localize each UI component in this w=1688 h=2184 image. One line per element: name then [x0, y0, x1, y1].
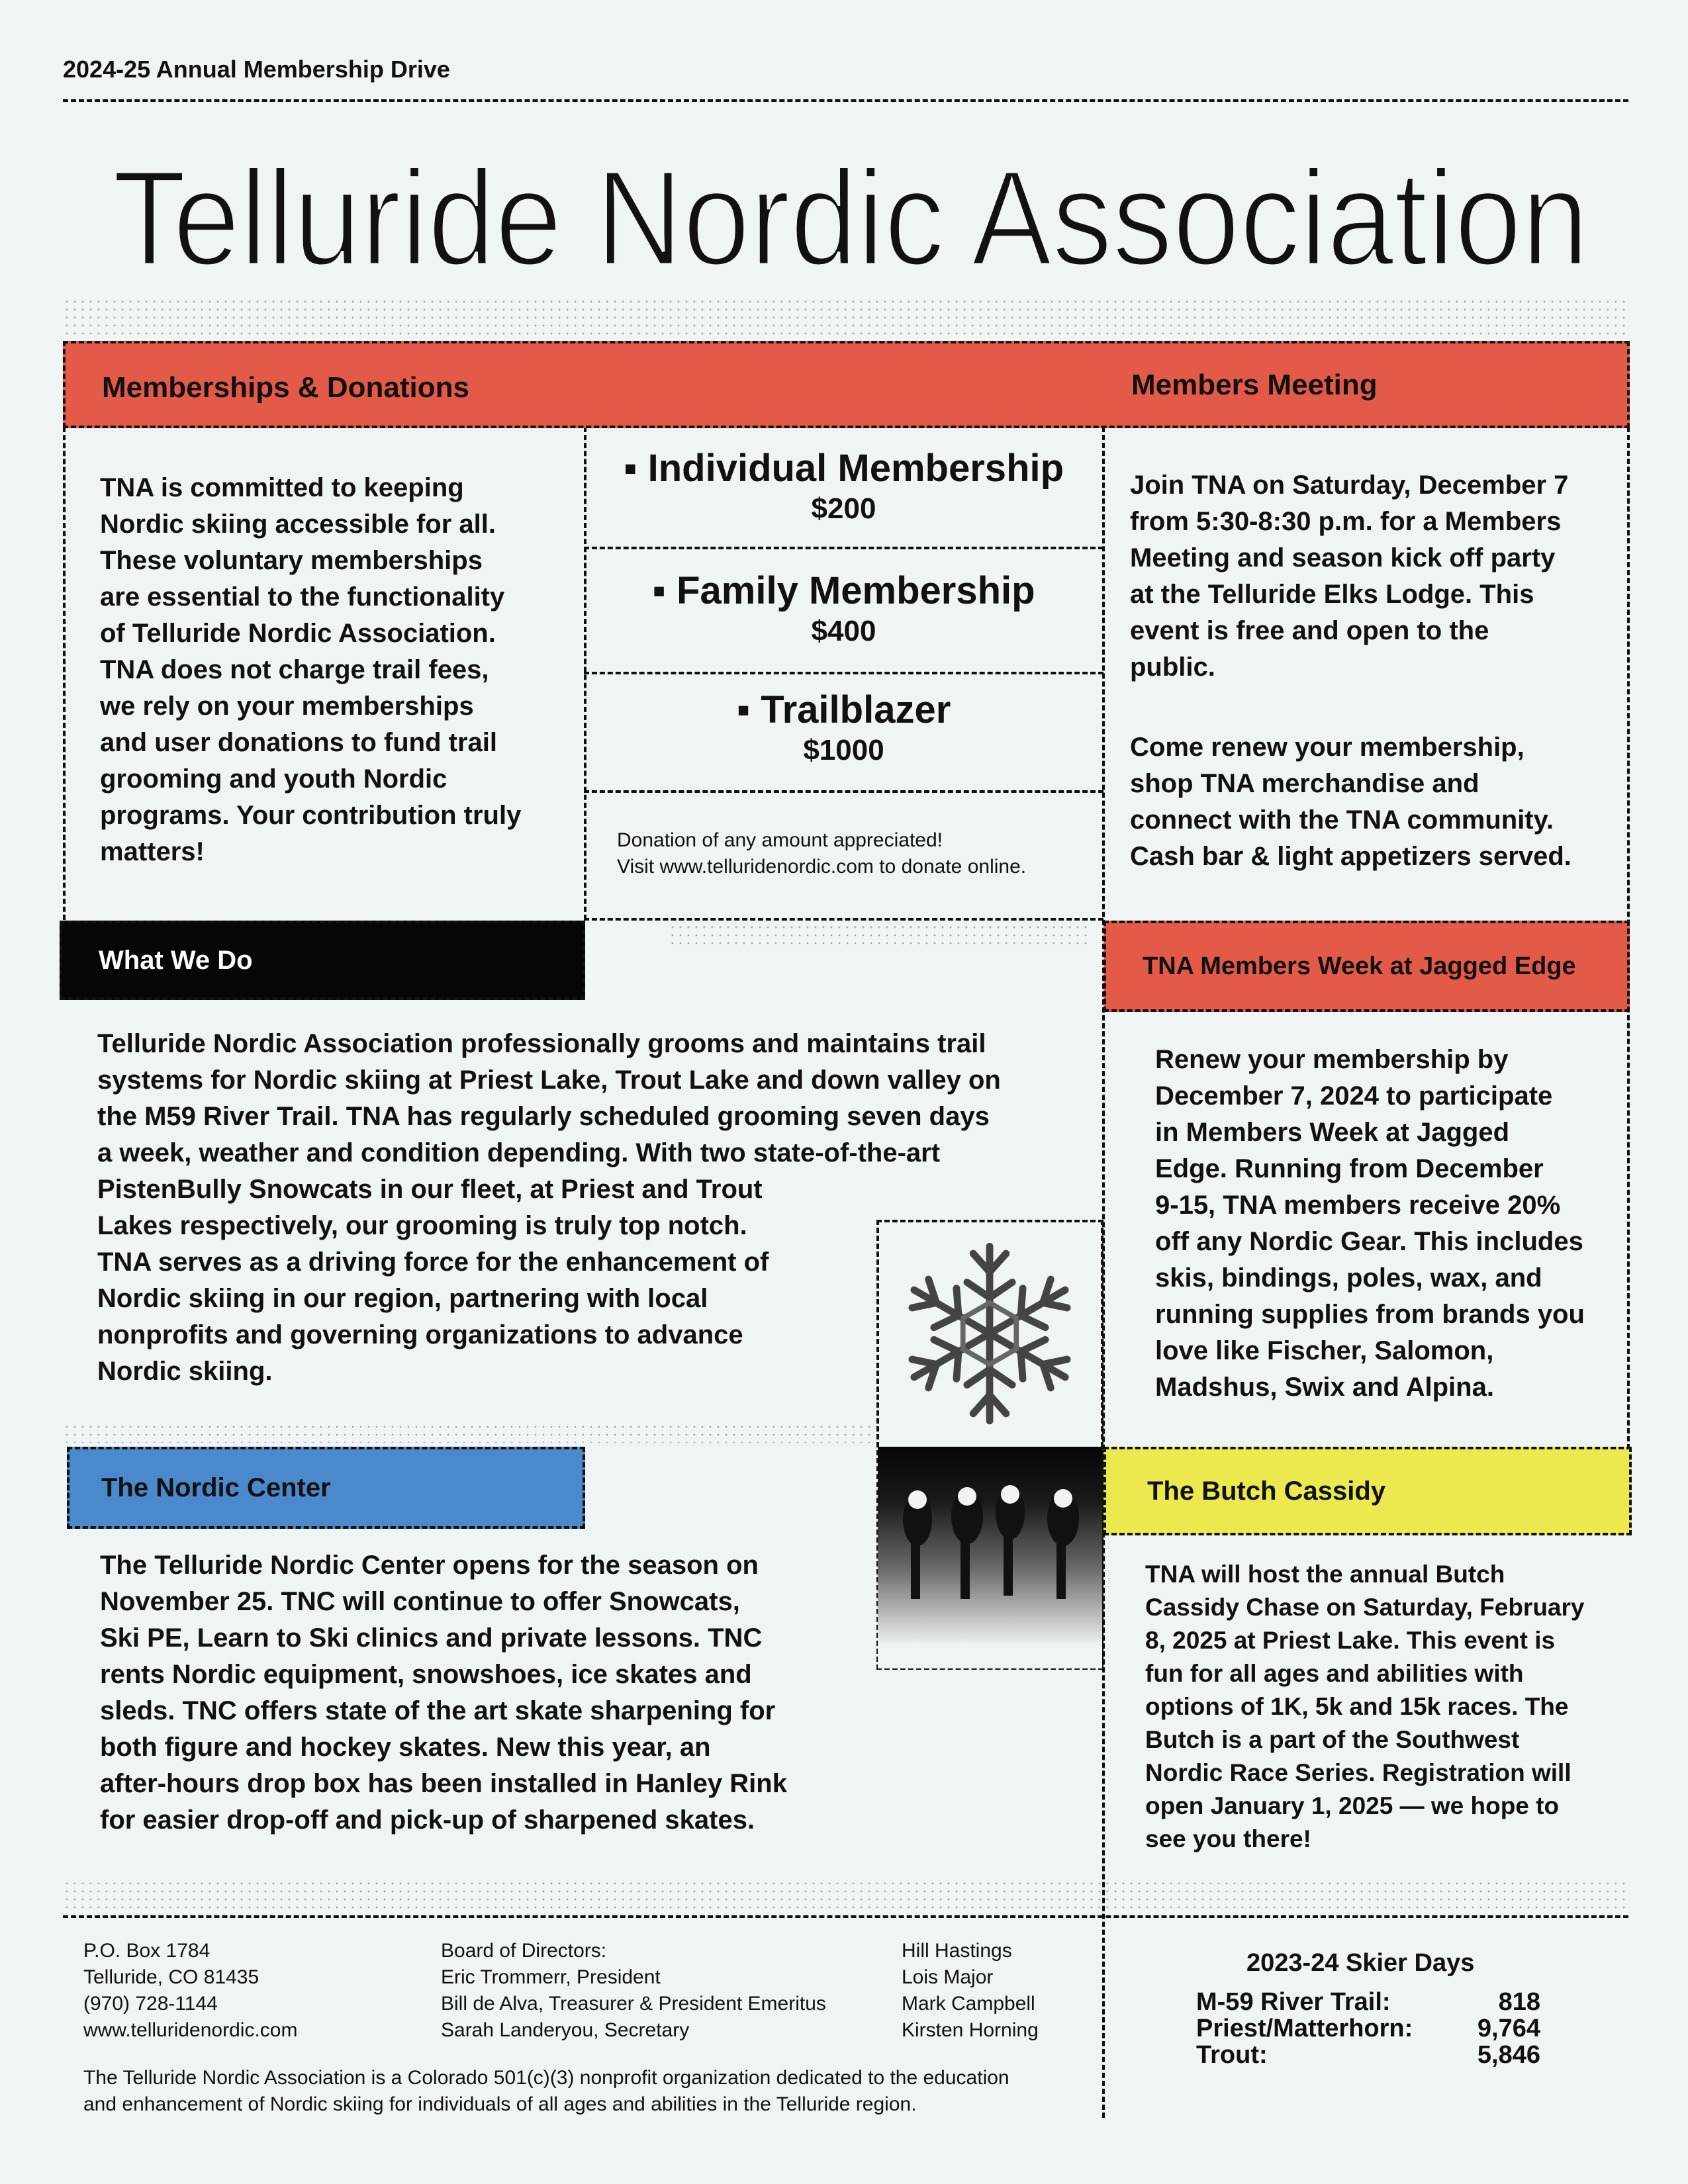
halftone-band	[63, 1880, 1628, 1909]
text-line: Hill Hastings	[902, 1940, 1012, 1962]
text-line: 8, 2025 at Priest Lake. This event is	[1145, 1627, 1556, 1654]
grid-line	[584, 918, 1103, 921]
tier-name: ▪ Individual Membership	[623, 447, 1064, 490]
members-week-band	[1103, 921, 1630, 1012]
text-line: Sarah Landeryou, Secretary	[441, 2019, 690, 2041]
donation-note	[617, 827, 1026, 880]
text-line: 9-15, TNA members receive 20%	[1155, 1191, 1561, 1220]
text-line: the M59 River Trail. TNA has regularly scheduled grooming seven days	[97, 1102, 990, 1131]
text-line: P.O. Box 1784	[83, 1940, 211, 1962]
membership-tier-individual	[584, 447, 1103, 527]
grid-line	[584, 790, 1103, 793]
nordic-center-heading: The Nordic Center	[101, 1473, 331, 1502]
text-line: event is free and open to the	[1130, 616, 1489, 645]
skier-days-row	[1196, 2015, 1540, 2042]
skier-days-title: 2023-24 Skier Days	[1246, 1949, 1475, 1977]
text-line: matters!	[100, 837, 205, 866]
donation-link-line[interactable]: Visit www.telluridenordic.com to donate online.	[617, 856, 1027, 878]
text-line: Nordic skiing accessible for all.	[100, 510, 496, 539]
text-line: Nordic Race Series. Registration will	[1145, 1759, 1571, 1786]
members-meeting-para2	[1130, 729, 1571, 875]
trail-days: 818	[1498, 1988, 1540, 2016]
text-line: we rely on your memberships	[100, 692, 474, 721]
skier-days-row	[1196, 1989, 1540, 2015]
text-line: off any Nordic Gear. This includes	[1155, 1227, 1583, 1256]
text-line: grooming and youth Nordic	[100, 764, 447, 794]
text-line: Mark Campbell	[902, 1993, 1035, 2015]
text-line: systems for Nordic skiing at Priest Lake, Trout Lake and down valley on	[97, 1066, 1001, 1095]
text-line: fun for all ages and abilities with	[1145, 1660, 1524, 1687]
text-line: connect with the TNA community.	[1130, 805, 1554, 835]
text-line: Renew your membership by	[1155, 1045, 1509, 1074]
text-line: public.	[1130, 653, 1215, 682]
text-line: Lois Major	[902, 1966, 994, 1988]
text-line: open January 1, 2025 — we hope to	[1145, 1792, 1560, 1819]
text-line: The Telluride Nordic Association is a Colorado 501(c)(3) nonprofit organization dedicated to the education	[83, 2067, 1009, 2089]
trail-days: 9,764	[1477, 2015, 1540, 2042]
tier-name: ▪ Trailblazer	[736, 688, 951, 731]
what-we-do-band	[60, 921, 585, 1000]
skiers-icon	[878, 1447, 1102, 1668]
halftone-band	[63, 298, 1628, 338]
trail-name: Trout:	[1196, 2041, 1268, 2069]
text-line: both figure and hockey skates. New this year, an	[100, 1733, 711, 1762]
text-line: love like Fischer, Salomon,	[1155, 1336, 1494, 1365]
members-meeting-heading: Members Meeting	[1131, 369, 1378, 401]
skier-days-table	[1196, 1989, 1540, 2068]
members-meeting-para1	[1130, 467, 1568, 686]
text-line: (970) 728-1144	[83, 1993, 218, 2015]
text-line: skis, bindings, poles, wax, and	[1155, 1263, 1542, 1293]
mission-statement	[83, 2065, 1009, 2118]
text-line: These voluntary memberships	[100, 546, 483, 575]
memberships-heading: Memberships & Donations	[102, 371, 469, 404]
text-line: and user donations to fund trail	[100, 728, 497, 757]
text-line: Nordic skiing.	[97, 1357, 273, 1386]
text-line: Madshus, Swix and Alpina.	[1155, 1373, 1494, 1402]
text-line: and enhancement of Nordic skiing for individuals of all ages and abilities in the Telluride region.	[83, 2093, 917, 2115]
snowflake-icon	[887, 1231, 1092, 1436]
membership-drive-label: 2024-25 Annual Membership Drive	[63, 56, 450, 83]
trail-name: Priest/Matterhorn:	[1196, 2015, 1413, 2042]
contact-info	[83, 1938, 297, 2044]
nordic-center-body	[100, 1547, 787, 1839]
butch-cassidy-heading: The Butch Cassidy	[1147, 1476, 1386, 1506]
text-line: Telluride Nordic Association professionally grooms and maintains trail	[97, 1029, 986, 1058]
text-line: Nordic skiing in our region, partnering with local	[97, 1284, 708, 1313]
text-line: of Telluride Nordic Association.	[100, 619, 496, 648]
text-line: TNA will host the annual Butch	[1145, 1561, 1505, 1588]
memberships-body	[100, 470, 521, 870]
board-members	[902, 1938, 1039, 2044]
butch-cassidy-body	[1145, 1558, 1585, 1856]
text-line: PistenBully Snowcats in our fleet, at Priest and Trout	[97, 1175, 763, 1204]
trail-name: M-59 River Trail:	[1196, 1988, 1391, 2016]
membership-tier-family	[584, 569, 1103, 650]
tier-price: $400	[811, 615, 876, 647]
halftone-band	[63, 1423, 877, 1443]
members-week-body	[1155, 1042, 1585, 1406]
donation-line: Donation of any amount appreciated!	[617, 829, 943, 851]
text-line: Telluride, CO 81435	[83, 1966, 259, 1988]
text-line: from 5:30-8:30 p.m. for a Members	[1130, 507, 1562, 536]
text-line: November 25. TNC will continue to offer Snowcats,	[100, 1587, 740, 1616]
divider	[63, 99, 1628, 102]
memberships-header-band	[63, 341, 1630, 428]
text-line: at the Telluride Elks Lodge. This	[1130, 580, 1534, 609]
tier-price: $200	[811, 492, 876, 525]
text-line: www.telluridenordic.com	[83, 2019, 298, 2041]
text-line: Ski PE, Learn to Ski clinics and private lessons. TNC	[100, 1623, 763, 1653]
text-line: Edge. Running from December	[1155, 1154, 1544, 1183]
grid-line	[63, 1915, 1628, 1918]
what-we-do-body	[97, 1026, 1001, 1390]
text-line: rents Nordic equipment, snowshoes, ice skates and	[100, 1660, 752, 1689]
text-line: a week, weather and condition depending. With two state-of-the-art	[97, 1138, 941, 1167]
text-line: TNA does not charge trail fees,	[100, 655, 489, 684]
text-line: TNA serves as a driving force for the enhancement of	[97, 1248, 769, 1277]
text-line: Eric Trommerr, President	[441, 1966, 661, 1988]
grid-line	[584, 672, 1103, 674]
grid-line	[584, 547, 1103, 549]
butch-cassidy-band	[1103, 1447, 1632, 1535]
text-line: Bill de Alva, Treasurer & President Emeritus	[441, 1993, 826, 2015]
text-line: Cash bar & light appetizers served.	[1130, 842, 1571, 871]
text-line: Butch is a part of the Southwest	[1145, 1726, 1520, 1753]
grid-line	[63, 427, 66, 920]
text-line: for easier drop-off and pick-up of sharpened skates.	[100, 1805, 755, 1835]
tier-name: ▪ Family Membership	[652, 569, 1035, 612]
text-line: sleds. TNC offers state of the art skate sharpening for	[100, 1696, 776, 1725]
nordic-center-band	[67, 1447, 585, 1529]
text-line: are essential to the functionality	[100, 582, 505, 612]
tier-price: $1000	[803, 734, 884, 766]
members-week-heading: TNA Members Week at Jagged Edge	[1143, 952, 1576, 980]
text-line: see you there!	[1145, 1825, 1311, 1852]
text-line: Cassidy Chase on Saturday, February	[1145, 1594, 1585, 1621]
text-line: December 7, 2024 to participate	[1155, 1081, 1553, 1111]
text-line: Board of Directors:	[441, 1940, 607, 1962]
page-title: Telluride Nordic Association	[113, 142, 1589, 294]
skier-days-row	[1196, 2042, 1540, 2068]
text-line: Kirsten Horning	[902, 2019, 1039, 2041]
page-title-svg	[113, 142, 1595, 294]
text-line: Join TNA on Saturday, December 7	[1130, 471, 1569, 500]
text-line: running supplies from brands you	[1155, 1300, 1585, 1329]
text-line: options of 1K, 5k and 15k races. The	[1145, 1693, 1569, 1720]
text-line: shop TNA merchandise and	[1130, 769, 1479, 798]
text-line: Lakes respectively, our grooming is truly top notch.	[97, 1211, 747, 1240]
text-line: Meeting and season kick off party	[1130, 543, 1556, 572]
text-line: Come renew your membership,	[1130, 733, 1524, 762]
text-line: programs. Your contribution truly	[100, 801, 522, 830]
text-line: in Members Week at Jagged	[1155, 1118, 1509, 1147]
what-we-do-heading: What We Do	[99, 945, 253, 975]
membership-tier-trailblazer	[584, 688, 1103, 769]
trail-days: 5,846	[1477, 2041, 1540, 2069]
board-of-directors	[441, 1938, 826, 2044]
halftone-band	[669, 923, 1092, 950]
text-line: nonprofits and governing organizations to advance	[97, 1320, 743, 1349]
text-line: The Telluride Nordic Center opens for the season on	[100, 1551, 759, 1580]
skiers-photo	[878, 1447, 1102, 1668]
text-line: TNA is committed to keeping	[100, 473, 464, 502]
text-line: after-hours drop box has been installed in Hanley Rink	[100, 1769, 787, 1798]
